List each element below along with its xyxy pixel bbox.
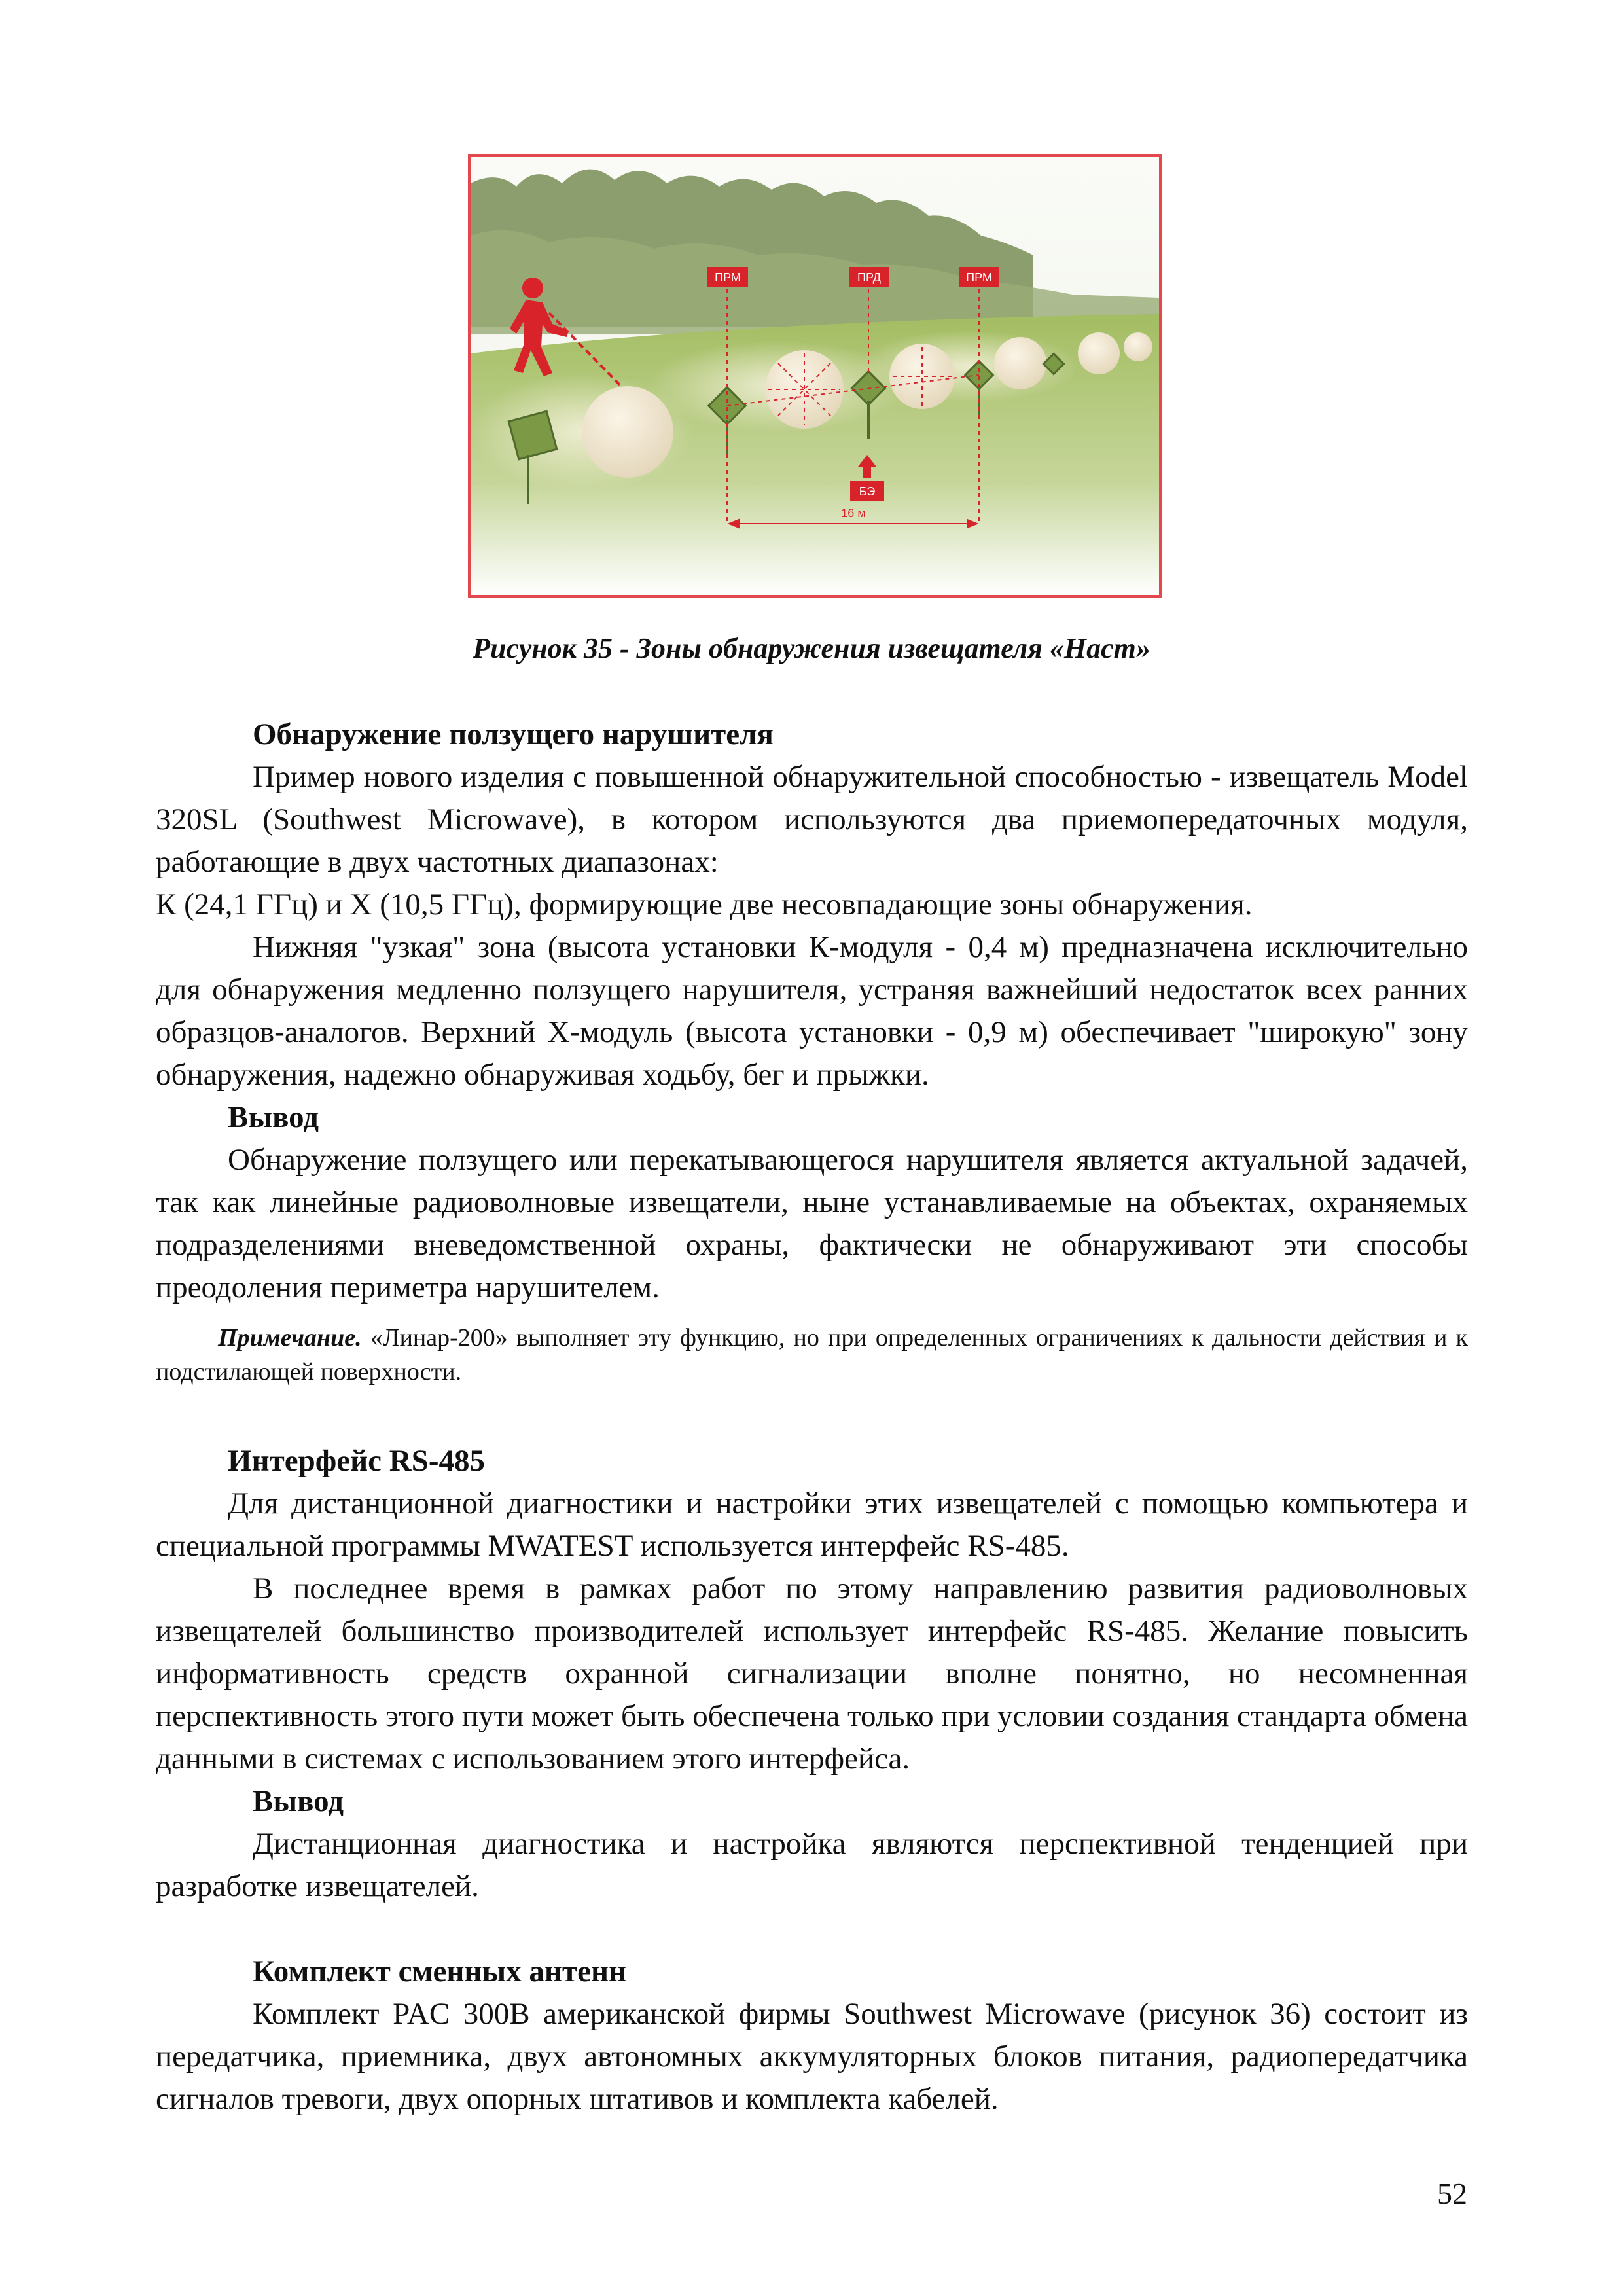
detection-zones-illustration <box>471 157 1159 595</box>
note-text: «Линар-200» выполняет эту функцию, но при определенных ограничениях к дальности действия и к подстилающей поверхности. <box>156 1324 1469 1386</box>
label-prm-right: ПРМ <box>966 271 992 284</box>
section-heading-rs485: Интерфейс RS-485 <box>228 1444 486 1478</box>
label-distance: 16 м <box>841 507 866 520</box>
section-heading-crawling: Обнаружение ползущего нарушителя <box>253 717 774 751</box>
figure-caption: Рисунок 35 - Зоны обнаружения извещателя «Наст» <box>473 632 1150 664</box>
paragraph: Комплект PAC 300B американской фирмы Southwest Microwave (рисунок 36) состоит из передатчика, приемника, двух автономных аккумуляторных блоков питания, радиопередатчика сигналов тревоги, двух опорных штативов и комплекта кабелей. <box>156 1997 1468 2116</box>
conclusion-heading: Вывод <box>253 1784 344 1818</box>
label-prd: ПРД <box>857 271 881 284</box>
paragraph: Для дистанционной диагностики и настройки этих извещателей с помощью компьютера и специальной программы MWATEST используется интерфейс RS-485. <box>156 1486 1468 1563</box>
conclusion-heading: Вывод <box>228 1100 319 1134</box>
section-heading-antennas: Комплект сменных антенн <box>253 1954 627 1988</box>
figure-35 <box>468 154 1162 598</box>
paragraph: В последнее время в рамках работ по этому направлению развития радиоволновых извещателей большинство производителей использует интерфейс RS-485. Желание повысить информативность средств охранной сигнализации вполне понятно, но несомненная перспективность этого пути может быть обеспечена только при условии создания стандарта обмена данными в системах с использованием этого интерфейса. <box>156 1571 1468 1776</box>
page-number: 52 <box>1437 2177 1467 2210</box>
paragraph: Нижняя "узкая" зона (высота установки К-модуля - 0,4 м) предназначена исключительно для обнаружения медленно ползущего нарушителя, устраняя важнейший недостаток всех ранних образцов-аналогов. Верхний Х-модуль (высота установки - 0,9 м) обеспечивает "широкую" зону обнаружения, надежно обнаруживая ходьбу, бег и прыжки. <box>156 930 1468 1092</box>
conclusion-text: Дистанционная диагностика и настройка являются перспективной тенденцией при разработке извещателей. <box>156 1827 1468 1903</box>
note-label: Примечание. <box>218 1324 362 1352</box>
body-text <box>156 713 1468 2121</box>
paragraph: Пример нового изделия с повышенной обнаружительной способностью - извещатель Model 320SL (Southwest Microwave), в котором используются два приемопередаточных модуля, работающие в двух частотных диапазонах: <box>156 760 1468 879</box>
conclusion-text: Обнаружение ползущего или перекатывающегося нарушителя является актуальной задачей, так как линейные радиоволновые извещатели, ныне устанавливаемые на объектах, охраняемых подразделениями вневедомственной охраны, фактически не обнаруживают эти способы преодоления периметра нарушителем. <box>156 1143 1468 1304</box>
paragraph: К (24,1 ГГц) и Х (10,5 ГГц), формирующие две несовпадающие зоны обнаружения. <box>156 888 1253 922</box>
note <box>156 1321 1468 1389</box>
label-be: БЭ <box>859 485 876 498</box>
label-prm-left: ПРМ <box>715 271 741 284</box>
